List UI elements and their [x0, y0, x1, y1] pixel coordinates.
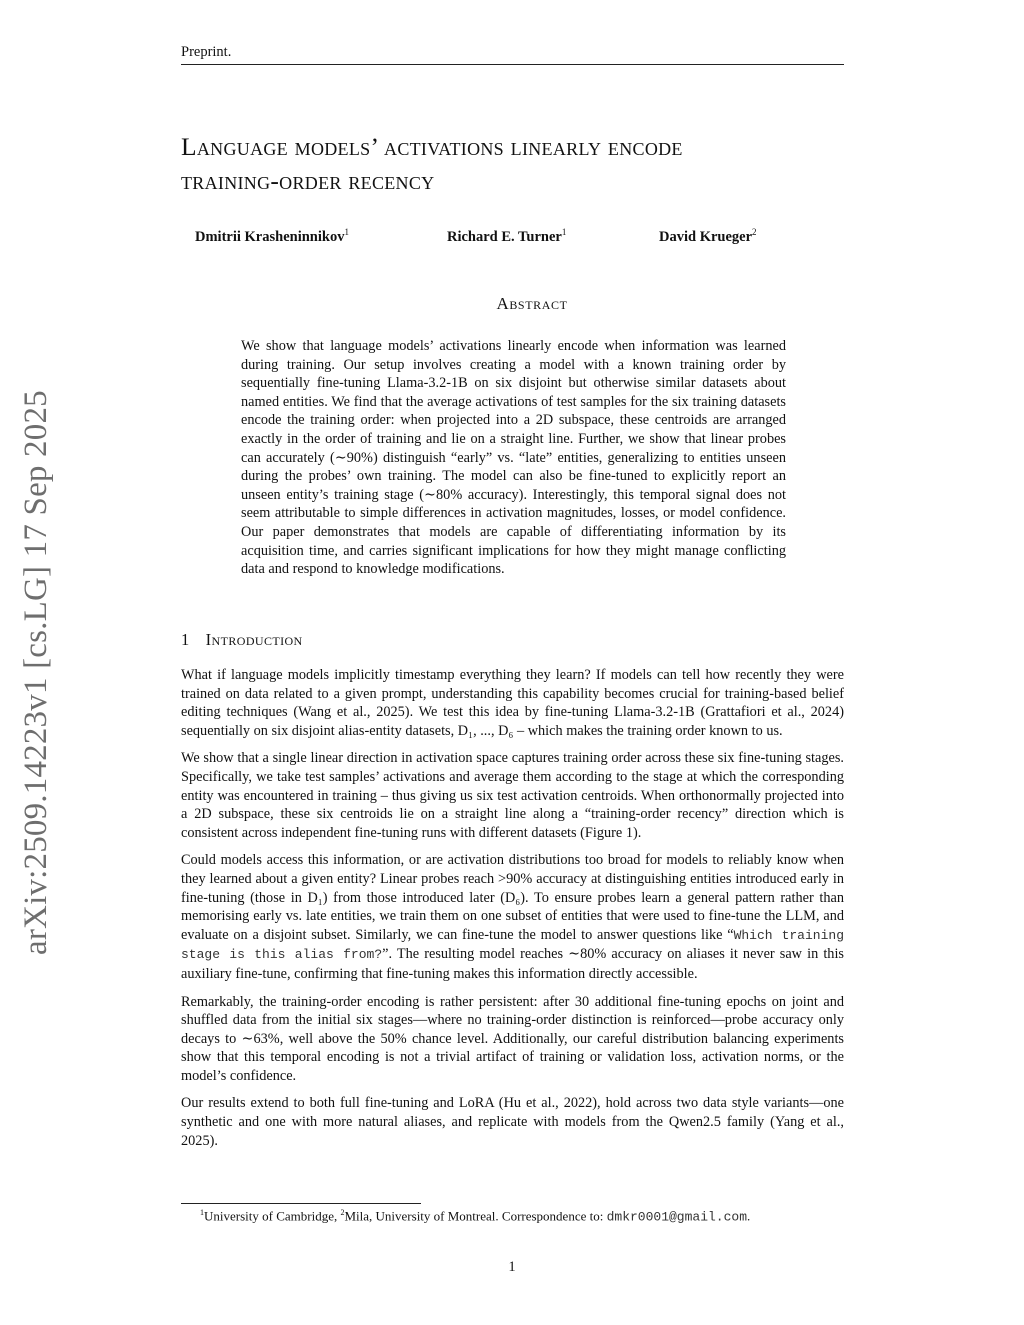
footnote-mark-1: 1	[200, 1208, 204, 1217]
paragraph-3-part-b: ”. The resulting model reaches ∼80% accuracy on aliases it never saw in this auxiliary fine-tune, confirming that fine-tuning makes this information directly accessible.	[181, 946, 844, 982]
introduction-body	[181, 666, 844, 1159]
abstract-text: We show that language models’ activations linearly encode when information was learned during training. Our setup involves creating a model with a known training order by sequentially fine-tuning Llama-3.2-1B on six disjoint but otherwise similar datasets about named entities. We find that the average activations of test samples for the six training datasets encode the training order: when projected into a 2D subspace, these centroids are arranged exactly in the order of training and lie on a straight line. Further, we show that linear probes can accurately (∼90%) distinguish “early” vs. “late” entities, generalizing to entities unseen during the probes’ own training. The model can also be fine-tuned to explicitly report an unseen entity’s training stage (∼80% accuracy). Interestingly, this temporal signal does not seem attributable to simple differences in activation magnitudes, losses, or model confidence. Our paper demonstrates that models are capable of differentiating information by its acquisition time, and carries significant implications for how they might manage conflicting data and respond to knowledge modifications.	[241, 338, 786, 578]
paragraph-3	[181, 851, 844, 983]
paper-title	[181, 130, 851, 198]
section-title: Introduction	[205, 630, 303, 649]
affiliation-1: University of Cambridge,	[204, 1208, 341, 1224]
paragraph-5: Our results extend to both full fine-tuning and LoRA (Hu et al., 2022), hold across two data style variants—one synthetic and one with more natural aliases, and replicate with models from the Qwen2.5 family (Yang et al., 2025).	[181, 1095, 844, 1149]
affiliation-footnote	[200, 1208, 860, 1224]
paragraph-3-part-a: Could models access this information, or are activation distributions too broad for models to reliably know when they learned about a given entity? Linear probes reach >90% accuracy at distinguishing entities introduced early in fine-tuning (those in D₁) from those introduced later (D₆). To ensure probes learn a general pattern rather than memorising early vs. late entities, we train them on one subset of entities that were used to fine-tune the LLM, and evaluate on a disjoint subset. Similarly, we can fine-tune the model to answer questions like “	[181, 852, 844, 943]
author-name: Dmitrii Krasheninnikov	[195, 228, 345, 245]
abstract-heading	[0, 294, 1024, 314]
author-name: Richard E. Turner	[447, 228, 562, 245]
footnote-mark-2: 2	[340, 1208, 345, 1217]
author-affiliation-mark: 2	[752, 227, 757, 237]
author-2	[447, 227, 566, 246]
author-3	[659, 227, 757, 246]
paragraph-4: Remarkably, the training-order encoding is rather persistent: after 30 additional fine-tuning epochs on joint and shuffled data from the initial six stages—where no training-order distinction is reinforced—probe accuracy only decays to ∼63%, well above the 50% chance level. Additionally, our careful distribution balancing experiments show that this temporal encoding is not a trivial artifact of training or validation loss, activation norms, or the model’s confidence.	[181, 993, 844, 1084]
title-line-2: training-order recency	[181, 166, 435, 195]
paragraph-2: We show that a single linear direction in activation space captures training order across these six fine-tuning stages. Specifically, we take test samples’ activations and average them according to the stage at which the corresponding entity was encountered in training – thus giving us six test activation centroids. When orthonormally projected into a 2D subspace, these six centroids lie on a straight line along a “training-order recency” direction which is consistent across independent fine-tuning runs with different datasets (Figure 1).	[181, 750, 844, 841]
page-number: 1	[508, 1259, 516, 1275]
author-1	[195, 227, 349, 246]
author-list	[0, 227, 1024, 247]
section-heading-introduction	[181, 630, 303, 650]
affiliation-2: Mila, University of Montreal. Correspondence to:	[344, 1208, 607, 1224]
author-affiliation-mark: 1	[561, 227, 567, 237]
correspondence-email[interactable]: dmkr0001@gmail.com	[606, 1209, 748, 1225]
arxiv-identifier-stamp[interactable]: arXiv:2509.14223v1 [cs.LG] 17 Sep 2025	[18, 390, 54, 955]
section-number: 1	[181, 630, 190, 649]
example-question-code: Which training stage is this alias from?	[181, 927, 844, 963]
paragraph-1: What if language models implicitly timestamp everything they learn? If models can tell how recently they were trained on data related to a given prompt, understanding this capability becomes crucial for training-based belief editing techniques (Wang et al., 2025). We test this idea by fine-tuning Llama-3.2-1B (Grattafiori et al., 2024) sequentially on six disjoint alias-entity datasets, D₁, ..., D₆ – which makes the training order known to us.	[181, 667, 844, 739]
abstract-heading-text: Abstract	[496, 294, 568, 313]
running-head: Preprint.	[181, 44, 844, 65]
author-affiliation-mark: 1	[344, 227, 349, 237]
footnote-end: .	[747, 1208, 751, 1224]
footnote-rule	[181, 1203, 421, 1204]
author-name: David Krueger	[659, 228, 753, 245]
title-line-1: Language models’ activations linearly encode	[181, 132, 683, 161]
